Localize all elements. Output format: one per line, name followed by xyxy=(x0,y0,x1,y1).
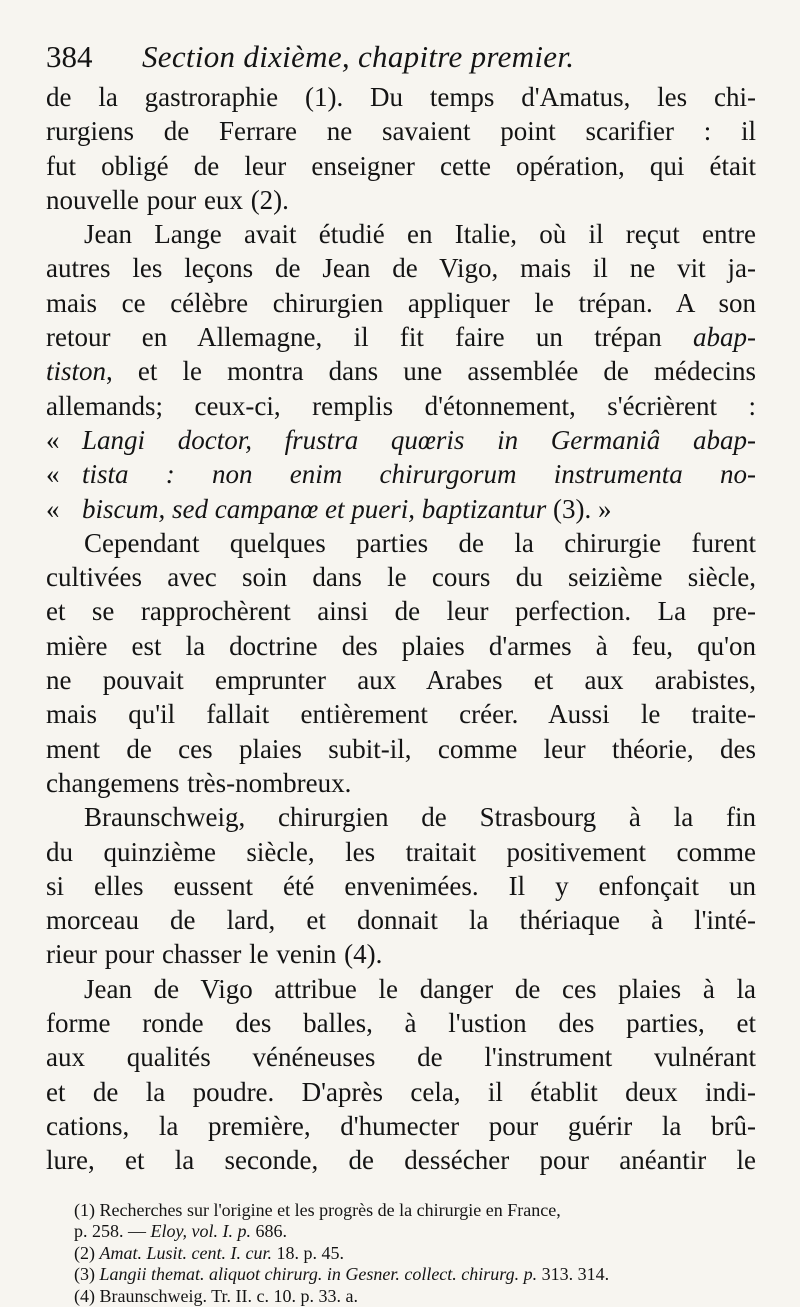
body-text xyxy=(46,80,756,423)
footnote-1: (1) Recherches sur l'origine et les progrès de la chirurgie en France, xyxy=(74,1200,756,1222)
text-line: autres les leçons de Jean de Vigo, mais il ne vit ja- xyxy=(46,251,756,285)
footnote-text: 18. p. 45. xyxy=(272,1243,344,1263)
text-line: mais ce célèbre chirurgien appliquer le trépan. A son xyxy=(46,286,756,320)
footnote-3 xyxy=(74,1264,756,1286)
quote-mark: « xyxy=(46,492,82,526)
quote-mark: « xyxy=(46,457,82,491)
text-line: et de la poudre. D'après cela, il établit deux indi- xyxy=(46,1075,756,1109)
footnote-text: 313. 314. xyxy=(537,1264,609,1284)
quote-text: tista : non enim chirurgorum instrumenta no- xyxy=(82,457,756,491)
page-number: 384 xyxy=(46,36,142,78)
page-header xyxy=(46,36,756,78)
footnote-4: (4) Braunschweig. Tr. II. c. 10. p. 33. a. xyxy=(74,1286,756,1307)
text-line: Cependant quelques parties de la chirurgie furent xyxy=(46,526,756,560)
text-line: fut obligé de leur enseigner cette opération, qui était xyxy=(46,149,756,183)
text-line: cations, la première, d'humecter pour guérir la brû- xyxy=(46,1109,756,1143)
footnote-italic: Eloy, vol. I. p. xyxy=(151,1221,251,1241)
quote-mark: « xyxy=(46,423,82,457)
text-line: lure, et la seconde, de dessécher pour anéantir le xyxy=(46,1143,756,1177)
text-line: Braunschweig, chirurgien de Strasbourg à la fin xyxy=(46,800,756,834)
footnote-text: p. 258. — xyxy=(74,1221,151,1241)
quote-text: Langi doctor, frustra quœris in Germaniâ abap- xyxy=(82,423,756,457)
text-line xyxy=(46,354,756,388)
footnote-2 xyxy=(74,1243,756,1265)
text-line: morceau de lard, et donnait la thériaque à l'inté- xyxy=(46,903,756,937)
footnote-text: 686. xyxy=(251,1221,287,1241)
text-line: mais qu'il fallait entièrement créer. Aussi le traite- xyxy=(46,697,756,731)
text-line: rieur pour chasser le venin (4). xyxy=(46,937,756,971)
quote-line xyxy=(46,457,756,491)
quote-italic: biscum, sed campanœ et pueri, baptizantur xyxy=(82,494,546,524)
body-text-continued xyxy=(46,526,756,1178)
italic-word: abap- xyxy=(693,322,756,352)
footnote-italic: Amat. Lusit. cent. I. cur. xyxy=(100,1243,273,1263)
text-line: changemens très-nombreux. xyxy=(46,766,756,800)
text-line: mière est la doctrine des plaies d'armes à feu, qu'on xyxy=(46,629,756,663)
footnotes xyxy=(46,1200,756,1307)
text-line xyxy=(46,320,756,354)
footnote-number: (3) xyxy=(74,1264,100,1284)
footnote-number: (2) xyxy=(74,1243,100,1263)
text-line: et se rapprochèrent ainsi de leur perfection. La pre- xyxy=(46,594,756,628)
text-line: du quinzième siècle, les traitait positivement comme xyxy=(46,835,756,869)
text-line: si elles eussent été envenimées. Il y enfonçait un xyxy=(46,869,756,903)
text-segment: retour en Allemagne, il fit faire un trépan xyxy=(46,322,693,352)
text-line: aux qualités vénéneuses de l'instrument vulnérant xyxy=(46,1040,756,1074)
text-line: cultivées avec soin dans le cours du seizième siècle, xyxy=(46,560,756,594)
latin-quotation xyxy=(46,423,756,526)
quote-text xyxy=(82,492,756,526)
running-head: Section dixième, chapitre premier. xyxy=(142,36,574,78)
text-line: rurgiens de Ferrare ne savaient point scarifier : il xyxy=(46,114,756,148)
footnote-1-continued xyxy=(74,1221,756,1243)
footnote-italic: Langii themat. aliquot chirurg. in Gesner. collect. chirurg. p. xyxy=(100,1264,538,1284)
text-line: Jean de Vigo attribue le danger de ces plaies à la xyxy=(46,972,756,1006)
quote-line xyxy=(46,492,756,526)
quote-line xyxy=(46,423,756,457)
quote-reference: (3). » xyxy=(546,494,611,524)
text-line: allemands; ceux-ci, remplis d'étonnement, s'écrièrent : xyxy=(46,389,756,423)
text-line: nouvelle pour eux (2). xyxy=(46,183,756,217)
text-line: forme ronde des balles, à l'ustion des parties, et xyxy=(46,1006,756,1040)
text-line: Jean Lange avait étudié en Italie, où il reçut entre xyxy=(46,217,756,251)
text-line: ment de ces plaies subit-il, comme leur théorie, des xyxy=(46,732,756,766)
italic-word: tiston xyxy=(46,356,106,386)
text-line: ne pouvait emprunter aux Arabes et aux arabistes, xyxy=(46,663,756,697)
text-segment: , et le montra dans une assemblée de médecins xyxy=(106,356,756,386)
text-line: de la gastroraphie (1). Du temps d'Amatus, les chi- xyxy=(46,80,756,114)
